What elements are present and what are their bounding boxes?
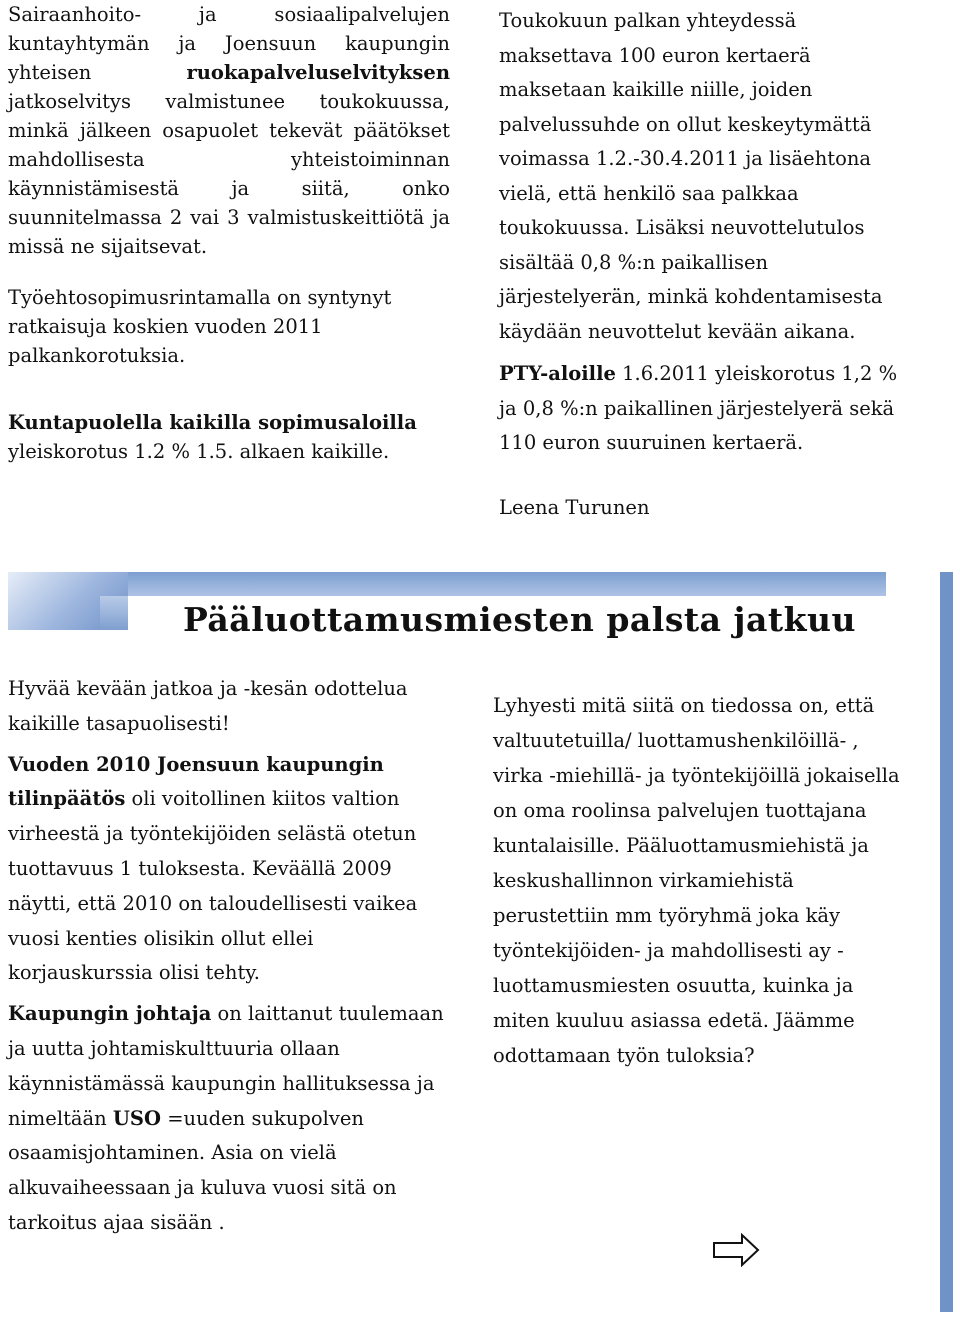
bottom-left-column [8,672,448,1241]
city-manager-bold: Kaupungin johtaja [8,1002,212,1026]
financial-statement-paragraph [8,748,448,992]
top-left-column [8,0,450,466]
bottom-right-column [493,688,913,1073]
food-service-bold: ruokapalveluselvityksen [186,61,450,84]
working-group-paragraph: Lyhyesti mitä siitä on tiedossa on, että valtuutetuilla/ luottamushenkilöillä- , virka -miehillä- ja työntekijöillä jokaisella on oma roolinsa palvelujen tuottajana kuntalaisille. Pääluottamusmiehistä ja keskushallinnon virkamiehistä perustettiin mm työryhmä joka käy työntekijöiden- ja mahdollisesti ay -luottamusmiesten osuutta, kuinka ja miten kuuluu asiassa edetä. Jäämme odottamaan työn tuloksia? [493,694,900,1067]
uso-bold: USO [112,1106,161,1130]
food-service-rest: jatkoselvitys valmistunee toukokuussa, minkä jälkeen osapuolet tekevät päätökset mahdollisesta yhteistoiminnan käynnistämisestä ja siitä, onko suunnitelmassa 2 vai 3 valmistuskeittiötä ja missä ne sijaitsevat. [8,90,450,258]
city-manager-paragraph [8,997,448,1241]
financial-statement-bold: Vuoden 2010 Joensuun kaupungin tilinpäätös [8,752,384,811]
food-service-text: Sairaanhoito- ja sosiaalipalvelujen kuntayhtymän ja Joensuun kaupungin yhteisen [8,3,450,84]
signature: Leena Turunen [499,495,650,519]
financial-statement-rest: oli voitollinen kiitos valtion virheestä ja työntekijöiden selästä otetun tuottavuus 1 tuloksesta. Keväällä 2009 näytti, että 2010 on taloudellisesti vaikea vuosi kenties olisikin ollut ellei korjauskurssia olisi tehty. [8,787,418,985]
lump-sum-paragraph: Toukokuun palkan yhteydessä maksettava 100 euron kertaerä maksetaan kaikille niille, joiden palvelussuhde on ollut keskeytymättä voimassa 1.2.-30.4.2011 ja lisäehtona vielä, että henkilö saa palkkaa toukokuussa. Lisäksi neuvottelutulos sisältää 0,8 %:n paikallisen järjestelyerän, minkä kohdentamisesta käydään neuvottelut kevään aikana. [499,9,883,343]
banner-mid-block [100,596,128,630]
municipal-raise-rest: yleiskorotus 1.2 % 1.5. alkaen kaikille. [8,440,390,463]
collective-agreement-paragraph: Työehtosopimusrintamalla on syntynyt ratkaisuja koskien vuoden 2011 palkankorotuksia. [8,286,392,367]
municipal-raise-bold: Kuntapuolella kaikilla sopimusaloilla [8,411,417,434]
banner-right-bar [940,572,953,1312]
banner-top-bar [128,572,886,596]
pty-paragraph [499,357,899,461]
pty-bold: PTY-aloille [499,362,616,385]
top-right-column [499,4,899,525]
section-title: Pääluottamusmiesten palsta jatkuu [183,600,856,639]
right-arrow-icon [712,1233,760,1267]
pty-rest: 1.6.2011 yleiskorotus 1,2 % ja 0,8 %:n paikallinen järjestelyerä sekä 110 euron suuruinen kertaerä. [499,362,898,454]
city-manager-mid: on laittanut tuulemaan ja uutta johtamiskulttuuria ollaan käynnistämässä kaupungin hallituksessa ja nimeltään [8,1002,444,1130]
city-manager-rest: =uuden sukupolven osaamisjohtaminen. Asia on vielä alkuvaiheessaan ja kuluva vuosi sitä on tarkoitus ajaa sisään . [8,1106,397,1234]
municipal-raise-paragraph [8,408,450,466]
food-service-paragraph [8,0,450,261]
greeting-paragraph: Hyvää kevään jatkoa ja -kesän odottelua kaikille tasapuolisesti! [8,677,408,735]
